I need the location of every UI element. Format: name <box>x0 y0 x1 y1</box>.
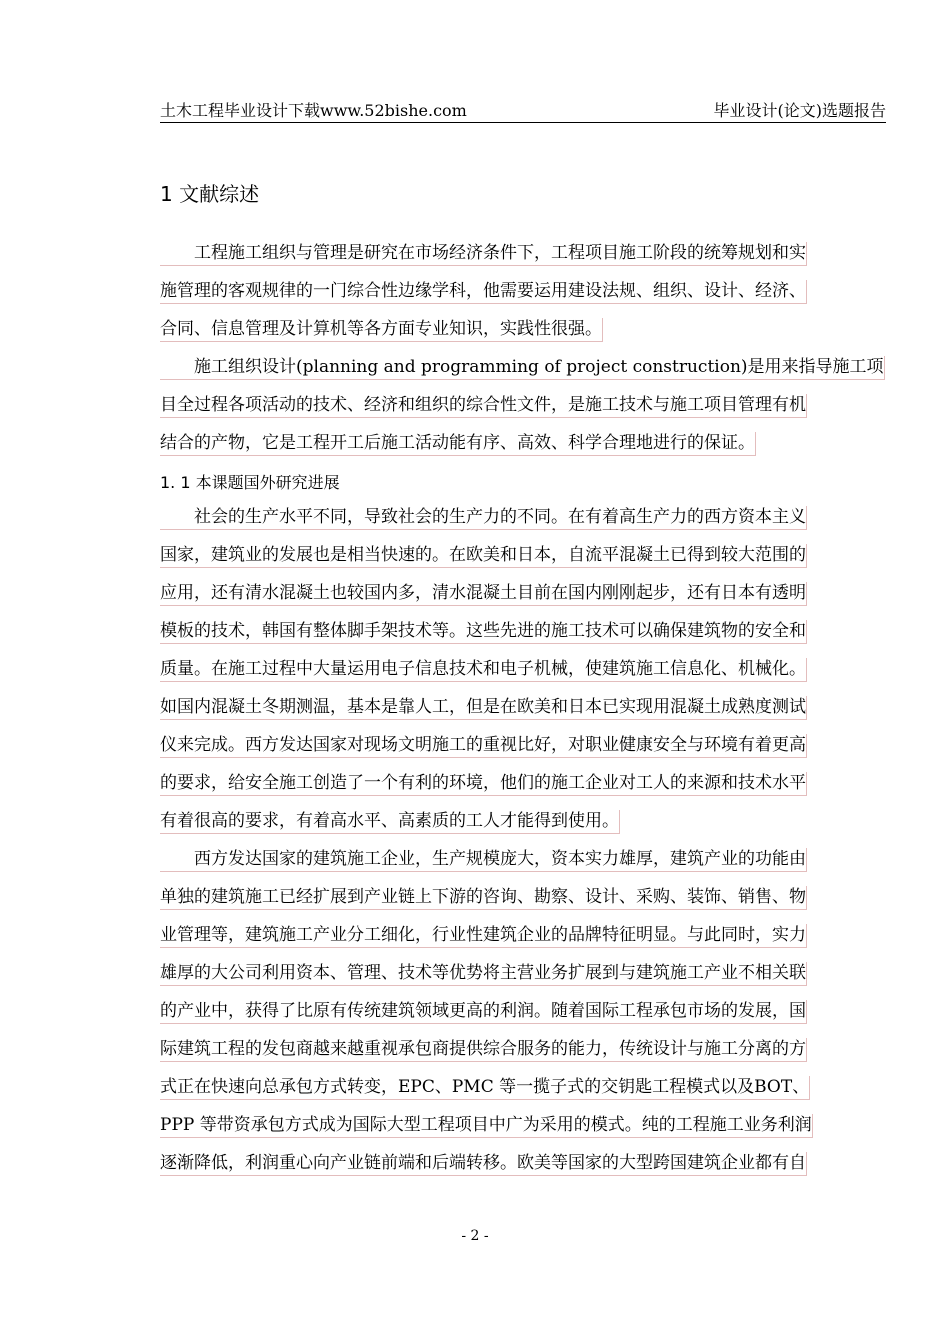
text-line: PPP 等带资承包方式成为国际大型工程项目中广为采用的模式。纯的工程施工业务利润 <box>160 1114 813 1138</box>
text-line: 如国内混凝土冬期测温，基本是靠人工，但是在欧美和日本已实现用混凝土成熟度测试 <box>160 696 807 720</box>
text-line: 施工组织设计(planning and programming of project construction)是用来指导施工项 <box>160 356 885 380</box>
text-line: 式正在快速向总承包方式转变，EPC、PMC 等一揽子式的交钥匙工程模式以及BOT、 <box>160 1076 810 1100</box>
text-line: 雄厚的大公司利用资本、管理、技术等优势将主营业务扩展到与建筑施工产业不相关联 <box>160 962 807 986</box>
text-line: 社会的生产水平不同，导致社会的生产力的不同。在有着高生产力的西方资本主义 <box>160 506 807 530</box>
text-line: 质量。在施工过程中大量运用电子信息技术和电子机械，使建筑施工信息化、机械化。 <box>160 658 807 682</box>
subsection-title: 1. 1 本课题国外研究进展 <box>160 473 340 492</box>
text-line: 目全过程各项活动的技术、经济和组织的综合性文件，是施工技术与施工项目管理有机 <box>160 394 807 418</box>
text-line: 单独的建筑施工已经扩展到产业链上下游的咨询、勘察、设计、采购、装饰、销售、物 <box>160 886 807 910</box>
section-title: 1 文献综述 <box>160 182 260 206</box>
text-line: 逐渐降低，利润重心向产业链前端和后端转移。欧美等国家的大型跨国建筑企业都有自 <box>160 1152 807 1176</box>
header-right-text: 毕业设计(论文)选题报告 <box>713 101 886 120</box>
header-left-text: 土木工程毕业设计下载www.52bishe.com <box>160 101 467 120</box>
text-line: 有着很高的要求，有着高水平、高素质的工人才能得到使用。 <box>160 810 620 834</box>
text-line: 的要求，给安全施工创造了一个有利的环境，他们的施工企业对工人的来源和技术水平 <box>160 772 807 796</box>
page-number: - 2 - <box>461 1228 489 1244</box>
text-line: 结合的产物，它是工程开工后施工活动能有序、高效、科学合理地进行的保证。 <box>160 432 756 456</box>
text-line: 工程施工组织与管理是研究在市场经济条件下，工程项目施工阶段的统筹规划和实 <box>160 242 807 266</box>
text-line: 的产业中，获得了比原有传统建筑领域更高的利润。随着国际工程承包市场的发展，国 <box>160 1000 807 1024</box>
text-line: 应用，还有清水混凝土也较国内多，清水混凝土目前在国内刚刚起步，还有日本有透明 <box>160 582 807 606</box>
text-line: 国家，建筑业的发展也是相当快速的。在欧美和日本，自流平混凝土已得到较大范围的 <box>160 544 807 568</box>
text-line: 模板的技术，韩国有整体脚手架技术等。这些先进的施工技术可以确保建筑物的安全和 <box>160 620 807 644</box>
text-line: 西方发达国家的建筑施工企业，生产规模庞大，资本实力雄厚，建筑产业的功能由 <box>160 848 807 872</box>
page-header <box>160 96 886 123</box>
text-line: 施管理的客观规律的一门综合性边缘学科，他需要运用建设法规、组织、设计、经济、 <box>160 280 807 304</box>
text-line: 际建筑工程的发包商越来越重视承包商提供综合服务的能力，传统设计与施工分离的方 <box>160 1038 807 1062</box>
text-line: 业管理等，建筑施工产业分工细化，行业性建筑企业的品牌特征明显。与此同时，实力 <box>160 924 807 948</box>
text-line: 合同、信息管理及计算机等各方面专业知识，实践性很强。 <box>160 318 603 342</box>
text-line: 仪来完成。西方发达国家对现场文明施工的重视比好，对职业健康安全与环境有着更高 <box>160 734 807 758</box>
